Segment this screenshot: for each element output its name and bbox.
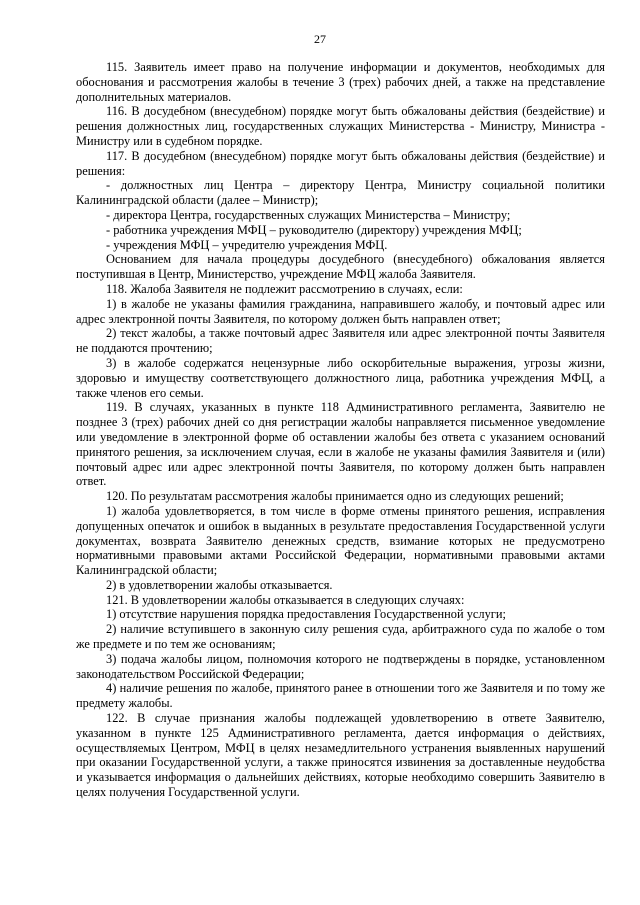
paragraph-121-item-1: 1) отсутствие нарушения порядка предоставления Государственной услуги; [106,607,506,622]
paragraph-122: 122. В случае признания жалобы подлежащей удовлетворению в ответе Заявителю, указанном в пункте 125 Административного регламента, дается информация о действиях, осуществляемых Центром, МФЦ в целях незамедлительного устранения выявленных нарушений при оказании Государственной услуги, а также приносятся извинения за доставленные неудобства и указывается информация о дальнейших действиях, которые необходимо совершить Заявителю в целях получения Государственной услуги. [76,711,605,800]
paragraph-121: 121. В удовлетворении жалобы отказывается в следующих случаях: [106,592,465,607]
paragraph-121-item-4: 4) наличие решения по жалобе, принятого ранее в отношении того же Заявителя и по тому же предмету жалобы. [76,681,605,711]
paragraph-118-item-2: 2) текст жалобы, а также почтовый адрес Заявителя или адрес электронной почты Заявителя не поддаются прочтению; [76,326,605,356]
paragraph-117: 117. В досудебном (внесудебном) порядке могут быть обжалованы действия (бездействие) и решения: [76,148,605,178]
paragraph-116: 116. В досудебном (внесудебном) порядке могут быть обжалованы действия (бездействие) и решения должностных лиц, государственных служащих Министерства - Министру, Министра - Министру или в судебном порядке. [76,104,605,148]
paragraph-118-item-1: 1) в жалобе не указаны фамилия гражданина, направившего жалобу, и почтовый адрес или адрес электронной почты Заявителя, по которому должен быть направлен ответ; [76,296,605,326]
paragraph-115: 115. Заявитель имеет право на получение информации и документов, необходимых для обоснования и рассмотрения жалобы в течение 3 (трех) рабочих дней, а также на представление дополнительных материалов. [76,60,605,104]
document-body [76,60,605,800]
paragraph-117-item-4: - учреждения МФЦ – учредителю учреждения МФЦ. [106,237,388,252]
paragraph-120: 120. По результатам рассмотрения жалобы принимается одно из следующих решений; [106,489,564,504]
paragraph-117-basis: Основанием для начала процедуры досудебного (внесудебного) обжалования является поступившая в Центр, Министерство, учреждение МФЦ жалоба Заявителя. [76,252,605,282]
paragraph-120-item-1: 1) жалоба удовлетворяется, в том числе в форме отмены принятого решения, исправления допущенных опечаток и ошибок в выданных в результате предоставления Государственной услуги документах, возврата Заявителю денежных средств, взимание которых не предусмотрено нормативными правовыми актами Российской Федерации, нормативными правовыми актами Калининградской области; [76,503,605,578]
paragraph-120-item-2: 2) в удовлетворении жалобы отказывается. [106,577,333,592]
paragraph-117-item-3: - работника учреждения МФЦ – руководителю (директору) учреждения МФЦ; [106,222,522,237]
paragraph-117-item-1: - должностных лиц Центра – директору Центра, Министру социальной политики Калининградской области (далее – Министр); [76,178,605,208]
paragraph-119: 119. В случаях, указанных в пункте 118 Административного регламента, Заявителю не позднее 3 (трех) рабочих дней со дня регистрации жалобы направляется письменное уведомление или уведомление в электронной форме об оставлении жалобы без ответа с указанием оснований принятого решения, за исключением случая, если в жалобе не указаны фамилия Заявителя и (или) почтовый адрес или адрес электронной почты Заявителя, по которому должен быть направлен ответ. [76,400,605,489]
paragraph-121-item-3: 3) подача жалобы лицом, полномочия которого не подтверждены в порядке, установленном законодательством Российской Федерации; [76,651,605,681]
paragraph-118: 118. Жалоба Заявителя не подлежит рассмотрению в случаях, если: [106,281,463,296]
page-number: 27 [314,32,326,46]
paragraph-121-item-2: 2) наличие вступившего в законную силу решения суда, арбитражного суда по жалобе о том же предмете и по тем же основаниям; [76,622,605,652]
paragraph-117-item-2: - директора Центра, государственных служащих Министерства – Министру; [106,207,511,222]
paragraph-118-item-3: 3) в жалобе содержатся нецензурные либо оскорбительные выражения, угрозы жизни, здоровью и имуществу соответствующего должностного лица, работника учреждения МФЦ, а также членов его семьи. [76,355,605,400]
